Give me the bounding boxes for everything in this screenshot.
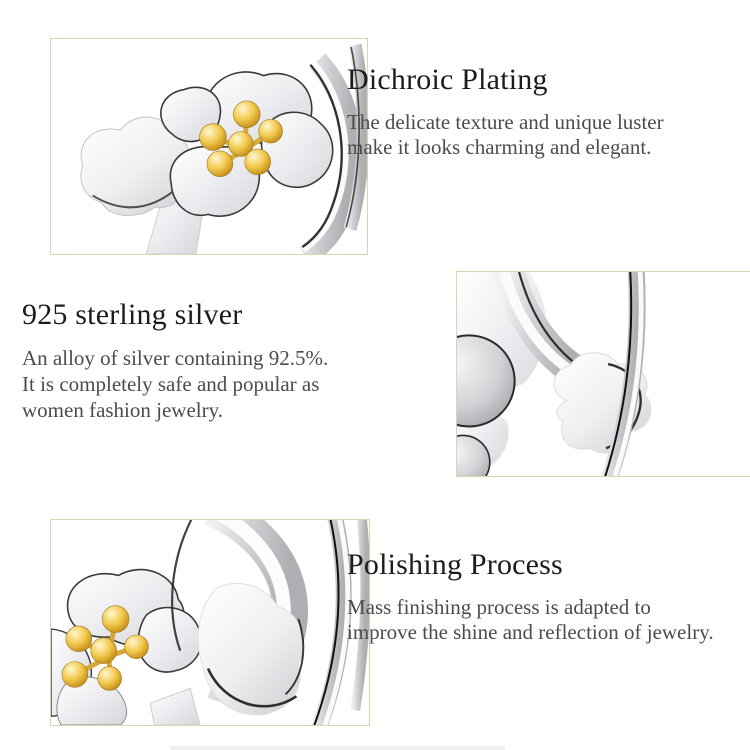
polished-earring-illustration	[51, 520, 369, 725]
feature-dichroic-plating	[347, 62, 664, 160]
body-line: improve the shine and reflection of jewelry.	[347, 620, 714, 644]
body-line: It is completely safe and popular as	[22, 372, 320, 396]
feature-heading-sterling-silver: 925 sterling silver	[22, 298, 243, 331]
feature-heading-polishing-process: Polishing Process	[347, 548, 563, 581]
body-line: Mass finishing process is adapted to	[347, 595, 651, 619]
photo-polishing-process	[50, 519, 370, 726]
feature-body-sterling-silver	[22, 345, 328, 423]
feature-sterling-silver	[22, 297, 328, 423]
earring-hook-illustration	[457, 272, 750, 476]
flower-earring-illustration	[51, 39, 367, 254]
feature-polishing-process	[347, 547, 714, 645]
feature-body-polishing-process	[347, 595, 714, 645]
feature-body-dichroic-plating	[347, 110, 664, 160]
body-line: An alloy of silver containing 92.5%.	[22, 346, 329, 370]
photo-sterling-silver	[456, 271, 750, 477]
body-line: women fashion jewelry.	[22, 398, 223, 422]
body-line: The delicate texture and unique luster	[347, 110, 664, 134]
next-section-edge	[170, 746, 505, 750]
photo-dichroic-plating	[50, 38, 368, 255]
feature-heading-dichroic-plating: Dichroic Plating	[347, 63, 548, 96]
body-line: make it looks charming and elegant.	[347, 135, 652, 159]
